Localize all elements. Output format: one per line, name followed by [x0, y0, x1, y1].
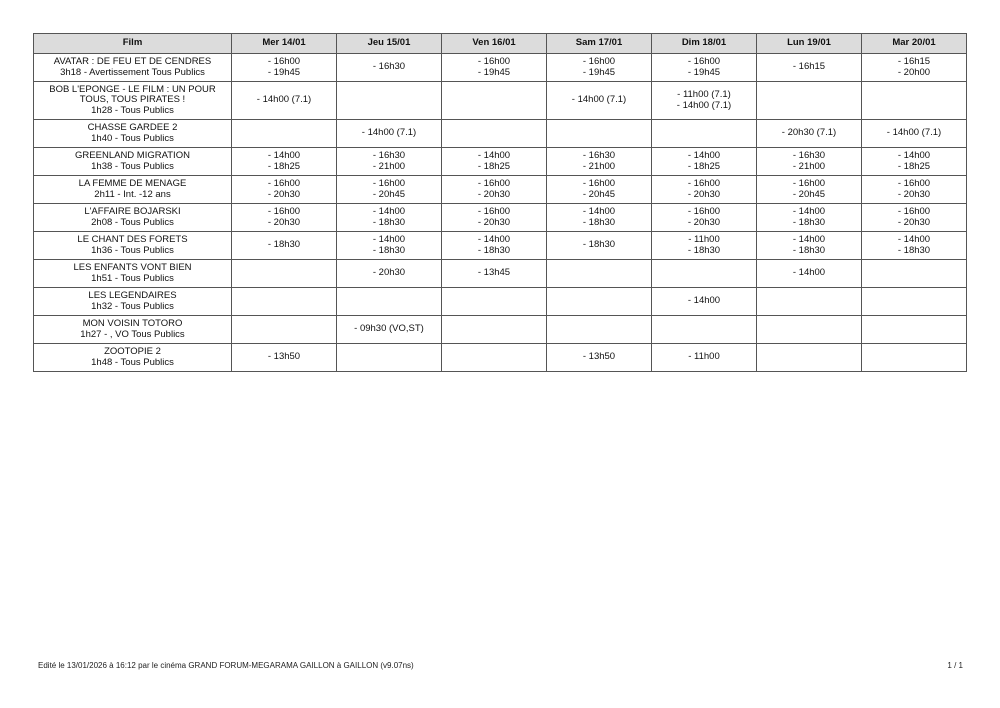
- showtime: - 18h25: [267, 160, 301, 172]
- showtime-cell: [547, 232, 652, 260]
- film-cell: [34, 82, 232, 120]
- showtime: - 18h30: [582, 216, 616, 228]
- film-info: 1h36 - Tous Publics: [91, 244, 174, 256]
- showtime-cell: [442, 344, 547, 372]
- showtime: - 16h00: [477, 178, 511, 189]
- film-info: 1h28 - Tous Publics: [91, 104, 174, 116]
- showtime-cell: [652, 82, 757, 120]
- header-day: Mar 20/01: [862, 34, 967, 54]
- showtime-cell: [442, 288, 547, 316]
- showtime: - 20h30: [477, 188, 511, 200]
- showtime: - 14h00: [477, 234, 511, 245]
- film-cell: [34, 120, 232, 148]
- showtime-cell: [337, 204, 442, 232]
- showtime-cell: [862, 120, 967, 148]
- showtime-cell: [442, 316, 547, 344]
- showtime-cell: [757, 344, 862, 372]
- showtime: - 14h00: [792, 267, 826, 279]
- film-title: LES LEGENDAIRES: [88, 290, 177, 301]
- showtime-cell: [337, 82, 442, 120]
- showtime: - 14h00: [792, 234, 826, 245]
- table-row: [34, 176, 967, 204]
- showtime: - 16h00: [897, 206, 931, 217]
- showtime: - 18h30: [792, 244, 826, 256]
- showtime: - 19h45: [267, 66, 301, 78]
- showtime-cell: [547, 204, 652, 232]
- showtime-cell: [652, 232, 757, 260]
- showtime: - 18h30: [897, 244, 931, 256]
- showtime-cell: [652, 176, 757, 204]
- showtime: - 18h25: [687, 160, 721, 172]
- showtime: - 19h45: [687, 66, 721, 78]
- showtime: - 14h00 (7.1): [571, 94, 627, 106]
- film-title: CHASSE GARDEE 2: [87, 122, 178, 133]
- showtime: - 14h00: [687, 295, 721, 307]
- showtime: - 16h00: [897, 178, 931, 189]
- showtime: - 11h00 (7.1): [677, 89, 731, 100]
- showtime-cell: [442, 148, 547, 176]
- showtime-cell: [232, 54, 337, 82]
- showtime: - 16h00: [267, 178, 301, 189]
- showtime-cell: [442, 82, 547, 120]
- showtime: - 20h45: [582, 188, 616, 200]
- showtime-cell: [232, 288, 337, 316]
- showtime-cell: [547, 176, 652, 204]
- showtime-cell: [232, 176, 337, 204]
- header-day: Sam 17/01: [547, 34, 652, 54]
- showtime: - 20h30: [267, 188, 301, 200]
- showtime: - 14h00: [687, 150, 721, 161]
- showtime: - 20h30: [897, 188, 931, 200]
- showtime-cell: [652, 120, 757, 148]
- film-cell: [34, 148, 232, 176]
- showtime-cell: [337, 288, 442, 316]
- table-row: [34, 232, 967, 260]
- showtime-cell: [442, 260, 547, 288]
- showtime: - 18h30: [372, 216, 406, 228]
- showtime-cell: [757, 82, 862, 120]
- showtime-cell: [337, 120, 442, 148]
- showtime-cell: [757, 288, 862, 316]
- showtime: - 20h00: [897, 66, 931, 78]
- showtime: - 14h00: [897, 234, 931, 245]
- showtime: - 16h30: [372, 150, 406, 161]
- showtime: - 20h30: [267, 216, 301, 228]
- header-day: Mer 14/01: [232, 34, 337, 54]
- showtime-cell: [442, 232, 547, 260]
- showtime: - 14h00: [477, 150, 511, 161]
- showtime: - 20h30: [687, 188, 721, 200]
- showtime-cell: [232, 120, 337, 148]
- showtime: - 16h00: [582, 56, 616, 67]
- film-cell: [34, 288, 232, 316]
- showtime-cell: [757, 120, 862, 148]
- showtime-cell: [547, 288, 652, 316]
- showtime-cell: [652, 316, 757, 344]
- showtime-cell: [547, 260, 652, 288]
- showtime: - 14h00: [582, 206, 616, 217]
- showtime: - 20h30 (7.1): [781, 127, 837, 139]
- showtime: - 16h15: [792, 61, 826, 73]
- film-cell: [34, 344, 232, 372]
- film-title: MON VOISIN TOTORO: [82, 318, 183, 329]
- showtime-cell: [547, 120, 652, 148]
- showtime-cell: [757, 176, 862, 204]
- showtime: - 16h00: [477, 206, 511, 217]
- showtime: - 14h00: [372, 206, 406, 217]
- showtime: - 16h15: [897, 56, 931, 67]
- film-info: 1h32 - Tous Publics: [91, 300, 174, 312]
- film-info: 2h11 - Int. -12 ans: [94, 188, 171, 200]
- showtime-cell: [862, 204, 967, 232]
- film-info: 1h38 - Tous Publics: [91, 160, 174, 172]
- showtime-cell: [757, 232, 862, 260]
- showtime-cell: [757, 204, 862, 232]
- film-cell: [34, 204, 232, 232]
- film-cell: [34, 176, 232, 204]
- showtime-cell: [337, 232, 442, 260]
- showtime-cell: [862, 316, 967, 344]
- showtime-cell: [652, 344, 757, 372]
- showtime: - 21h00: [792, 160, 826, 172]
- table-row: [34, 148, 967, 176]
- showtime-cell: [232, 204, 337, 232]
- showtime-cell: [862, 232, 967, 260]
- table-row: [34, 204, 967, 232]
- table-row: [34, 82, 967, 120]
- showtime: - 18h30: [687, 244, 721, 256]
- showtime-cell: [862, 260, 967, 288]
- film-title: LES ENFANTS VONT BIEN: [73, 262, 192, 273]
- showtime-cell: [337, 316, 442, 344]
- showtime-cell: [337, 176, 442, 204]
- showtime-cell: [442, 120, 547, 148]
- showtime: - 19h45: [582, 66, 616, 78]
- showtime: - 18h30: [267, 239, 301, 251]
- table-row: [34, 288, 967, 316]
- showtime-cell: [547, 54, 652, 82]
- showtime: - 16h00: [582, 178, 616, 189]
- showtime-cell: [232, 344, 337, 372]
- showtime: - 14h00 (7.1): [676, 99, 732, 111]
- showtime-cell: [757, 260, 862, 288]
- showtime: - 18h25: [897, 160, 931, 172]
- showtime-cell: [547, 148, 652, 176]
- schedule-table: [33, 33, 967, 372]
- showtime: - 14h00: [792, 206, 826, 217]
- showtime-cell: [442, 176, 547, 204]
- showtime-cell: [757, 316, 862, 344]
- showtime: - 13h50: [582, 351, 616, 363]
- table-row: [34, 120, 967, 148]
- film-info: 1h51 - Tous Publics: [91, 272, 174, 284]
- film-title: LE CHANT DES FORETS: [77, 234, 188, 245]
- showtime-cell: [232, 316, 337, 344]
- showtime-cell: [862, 176, 967, 204]
- table-row: [34, 54, 967, 82]
- showtime: - 11h00: [688, 234, 720, 245]
- header-film: Film: [34, 34, 232, 54]
- table-row: [34, 344, 967, 372]
- showtime: - 21h00: [582, 160, 616, 172]
- showtime: - 18h25: [477, 160, 511, 172]
- header-row: [34, 34, 967, 54]
- schedule-body: [34, 54, 967, 372]
- showtime: - 14h00: [267, 150, 301, 161]
- film-info: 1h40 - Tous Publics: [91, 132, 174, 144]
- showtime: - 11h00: [688, 351, 720, 363]
- showtime: - 14h00: [897, 150, 931, 161]
- footer-edition-note: Edité le 13/01/2026 à 16:12 par le cinéma GRAND FORUM-MEGARAMA GAILLON à GAILLON (v9.07ns): [38, 661, 414, 670]
- showtime-cell: [862, 288, 967, 316]
- showtime-cell: [232, 232, 337, 260]
- showtime: - 13h50: [267, 351, 301, 363]
- showtime: - 19h45: [477, 66, 511, 78]
- showtime-cell: [232, 260, 337, 288]
- film-info: 2h08 - Tous Publics: [91, 216, 174, 228]
- film-title: GREENLAND MIGRATION: [75, 150, 190, 161]
- showtime-cell: [757, 148, 862, 176]
- showtime: - 14h00 (7.1): [256, 94, 312, 106]
- film-title: L'AFFAIRE BOJARSKI: [84, 206, 181, 217]
- showtime-cell: [232, 82, 337, 120]
- showtime: - 16h00: [267, 206, 301, 217]
- showtime: - 18h30: [582, 239, 616, 251]
- showtime: - 16h00: [267, 56, 301, 67]
- showtime-cell: [547, 316, 652, 344]
- showtime-cell: [652, 260, 757, 288]
- showtime: - 14h00 (7.1): [361, 127, 417, 139]
- showtime-cell: [862, 54, 967, 82]
- film-title: BOB L'EPONGE - LE FILM : UN POUR TOUS, TOUS PIRATES !: [49, 83, 216, 106]
- film-cell: [34, 232, 232, 260]
- showtime-cell: [652, 288, 757, 316]
- film-cell: [34, 54, 232, 82]
- header-day: Dim 18/01: [652, 34, 757, 54]
- showtime: - 21h00: [372, 160, 406, 172]
- showtime: - 13h45: [477, 267, 511, 279]
- footer-page-number: 1 / 1: [947, 661, 963, 670]
- showtime-cell: [862, 344, 967, 372]
- showtime: - 16h00: [792, 178, 826, 189]
- showtime: - 16h30: [792, 150, 826, 161]
- showtime-cell: [337, 344, 442, 372]
- showtime: - 20h30: [897, 216, 931, 228]
- film-cell: [34, 260, 232, 288]
- film-cell: [34, 316, 232, 344]
- showtime-cell: [547, 82, 652, 120]
- showtime: - 14h00 (7.1): [886, 127, 942, 139]
- showtime: - 20h45: [792, 188, 826, 200]
- showtime-cell: [652, 148, 757, 176]
- table-row: [34, 316, 967, 344]
- header-day: Jeu 15/01: [337, 34, 442, 54]
- film-title: ZOOTOPIE 2: [104, 346, 161, 357]
- showtime-cell: [337, 148, 442, 176]
- showtime-cell: [337, 260, 442, 288]
- film-info: 1h27 - , VO Tous Publics: [80, 328, 185, 340]
- showtime: - 20h30: [477, 216, 511, 228]
- showtime-cell: [652, 204, 757, 232]
- showtime-cell: [442, 54, 547, 82]
- showtime: - 20h30: [687, 216, 721, 228]
- table-row: [34, 260, 967, 288]
- film-info: 3h18 - Avertissement Tous Publics: [60, 66, 205, 78]
- showtime-cell: [862, 148, 967, 176]
- showtime-cell: [652, 54, 757, 82]
- showtime: - 18h30: [792, 216, 826, 228]
- showtime-cell: [337, 54, 442, 82]
- header-day: Lun 19/01: [757, 34, 862, 54]
- showtime: - 16h30: [582, 150, 616, 161]
- film-title: LA FEMME DE MENAGE: [78, 178, 187, 189]
- showtime: - 16h00: [477, 56, 511, 67]
- showtime-cell: [757, 54, 862, 82]
- showtime: - 16h00: [687, 206, 721, 217]
- showtime: - 16h00: [372, 178, 406, 189]
- showtime: - 16h00: [687, 56, 721, 67]
- film-info: 1h48 - Tous Publics: [91, 356, 174, 368]
- showtime: - 20h45: [372, 188, 406, 200]
- showtime: - 20h30: [372, 267, 406, 279]
- showtime-cell: [442, 204, 547, 232]
- film-title: AVATAR : DE FEU ET DE CENDRES: [53, 56, 212, 67]
- showtime-cell: [862, 82, 967, 120]
- showtime: - 16h30: [372, 61, 406, 73]
- showtime: - 16h00: [687, 178, 721, 189]
- header-day: Ven 16/01: [442, 34, 547, 54]
- showtime: - 14h00: [372, 234, 406, 245]
- showtime-cell: [547, 344, 652, 372]
- showtime: - 18h30: [477, 244, 511, 256]
- showtime-cell: [232, 148, 337, 176]
- showtime: - 09h30 (VO,ST): [354, 323, 424, 335]
- showtime: - 18h30: [372, 244, 406, 256]
